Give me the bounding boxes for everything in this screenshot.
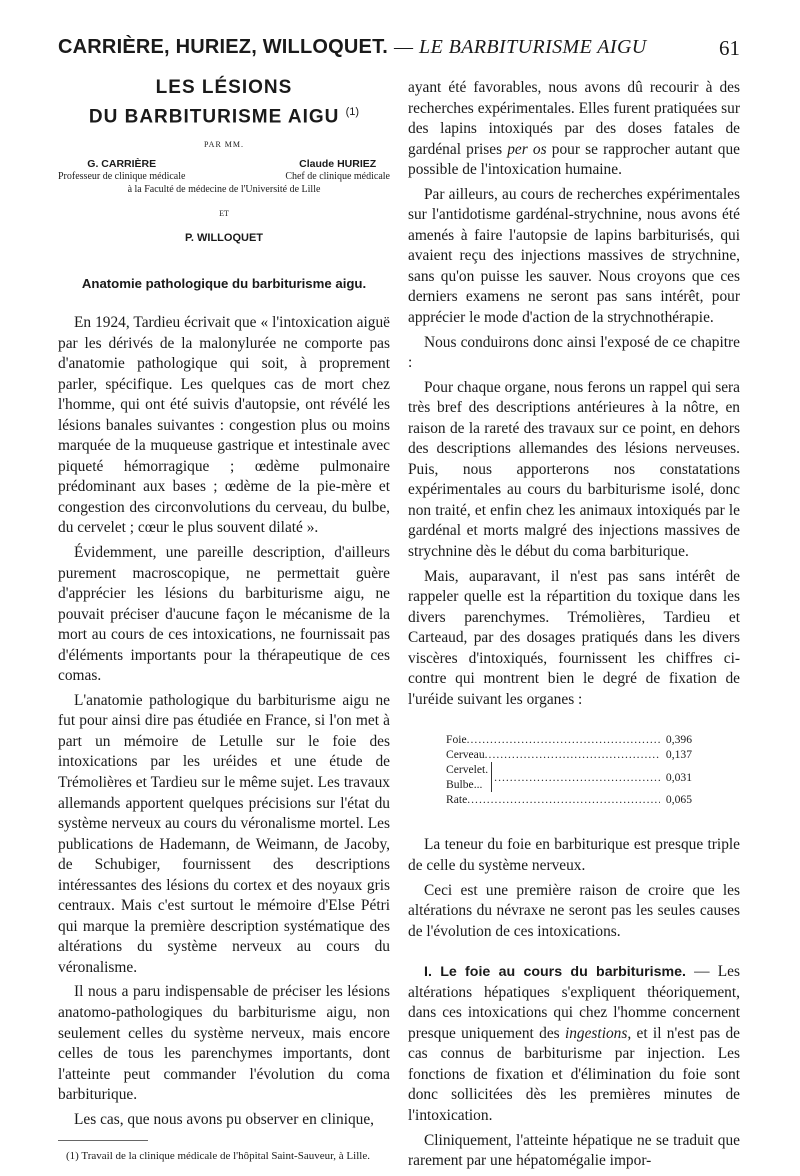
table-row-group: [446, 762, 692, 792]
section-heading: Anatomie pathologique du barbiturisme aigu.: [81, 275, 367, 291]
subsection-heading: I. Le foie au cours du barbiturisme.: [424, 964, 686, 981]
footnote: (1) Travail de la clinique médicale de l'hôpital Saint-Sauveur, à Lille.: [66, 1150, 370, 1163]
organ-value: 0,031: [665, 770, 692, 784]
organ-value: 0,137: [665, 748, 692, 762]
organ-value: 0,396: [665, 733, 692, 747]
leader-dots: [485, 747, 660, 762]
right-column: [408, 78, 740, 1176]
page-number: 61: [719, 36, 740, 60]
left-column: [58, 76, 390, 1164]
organ-label: Bulbe...: [446, 778, 483, 792]
authors-row: [58, 158, 390, 183]
leader-dots: [467, 732, 660, 747]
paragraph: Il nous a paru indispensable de préciser les lésions anatomo-pathologiques du barbiturisme aigu, non seulement celles du système nerveux, mais encore celles de tous les parenchymes importants, dont l'atteinte peut commander l'évolution du coma barbiturique.: [58, 983, 390, 1104]
affiliation: à la Faculté de médecine de l'Université de Lille: [127, 183, 321, 195]
running-header-title: LE BARBITURISME AIGU: [419, 36, 647, 58]
article-title-line-1: LES LÉSIONS: [155, 77, 293, 98]
leader-dots: [467, 792, 660, 807]
par-mm: PAR MM.: [203, 140, 245, 150]
leader-dots: [494, 770, 660, 785]
paragraph: Ceci est une première raison de croire que les altérations du névraxe ne seront pas les seules causes de l'évolution de ces intoxications.: [408, 881, 740, 940]
italic-term: per os: [507, 140, 547, 158]
footnote-ref: (1): [345, 106, 360, 118]
paragraph: [408, 962, 740, 1126]
article-title-line-2: DU BARBITURISME AIGU: [88, 106, 340, 128]
article-title: [58, 76, 390, 129]
organ-value: 0,065: [665, 793, 692, 807]
paragraph: La teneur du foie en barbiturique est presque triple de celle du système nerveux.: [408, 836, 740, 874]
organ-label: Cervelet.: [446, 763, 489, 777]
paragraph: L'anatomie pathologique du barbiturisme aigu ne fut pour ainsi dire pas étudiée en France, si l'on met à part un mémoire de Letulle sur le foie des intoxications par les uréides et une étude de Trémolières et Tardieu sur le même sujet. Les travaux allemands apportent quelques précisions sur l'état du système nerveux au cours du véronalisme mortel. Les publications de Hademann, de Weimann, de Jacoby, de Schubiger, fournissent des descriptions intéressantes des lésions du cortex et des noyaux gris centraux. Mais c'est surtout le mémoire d'Else Pétri qui marque la première description systématique des altérations du système nerveux au cours du véronalisme.: [58, 691, 390, 976]
paragraph: Cliniquement, l'atteinte hépatique ne se traduit que rarement par une hépatomégalie impor-: [408, 1131, 740, 1170]
running-header-dash: —: [394, 37, 414, 58]
paragraph-text: pour se rapprocher autant que possible de l'intoxication humaine.: [408, 140, 740, 179]
table-row: [446, 792, 692, 807]
organ-label: Foie: [446, 733, 467, 747]
paragraph: Les cas, que nous avons pu observer en clinique,: [74, 1110, 375, 1128]
author-carriere: [58, 158, 185, 183]
table-row: [446, 747, 692, 762]
author-name: Claude HURIEZ: [299, 157, 377, 170]
paragraph: Mais, auparavant, il n'est pas sans intérêt de rappeler quelle est la répartition du toxique dans les divers parenchymes. Trémolières, Tardieu et Carteaud, par des dosages pratiqués dans les divers viscères d'intoxiqués, fournissent les chiffres ci-contre qui montrent bien le degré de fixation de l'uréide suivant les organes :: [408, 567, 740, 708]
heading-dash: —: [685, 963, 718, 981]
paragraph: Par ailleurs, au cours de recherches expérimentales sur l'antidotisme gardénal-strychnine, nous avons été amenés à faire l'autopsie de lapins barbiturisés, qui avaient reçu des injections massives de strychnine, sans qu'on puisse les sauver. Nous croyons que ces derniers examens ne seront pas sans intérêt, pour apprécier le mode d'action de la strychnothérapie.: [408, 185, 740, 327]
bracketed-labels: [446, 762, 492, 792]
author-huriez: [285, 158, 390, 183]
et-separator: ET: [219, 208, 229, 218]
organ-label: Rate: [446, 793, 468, 807]
paragraph: Évidemment, une pareille description, d'ailleurs purement macroscopique, ne permettait guère d'apprécier les lésions du barbiturisme aigu, ne pouvait préciser d'aucune façon le mécanisme de la mort au cours de ces intoxications, ne fournissait pas d'éléments importants pour la thérapeutique de ces comas.: [58, 543, 390, 685]
organ-values-table: [446, 732, 692, 807]
paragraph: Nous conduirons donc ainsi l'exposé de ce chapitre :: [408, 333, 740, 372]
paragraph: Pour chaque organe, nous ferons un rappel qui sera très bref des descriptions antérieures à la nôtre, en raison de la rareté des travaux sur ce point, en dehors des descriptions allemandes des lésions nerveuses. Puis, nous apporterons nos constatations expérimentales au cours du barbiturisme isolé, donc non traité, et enfin chez les animaux intoxiqués par le gardénal et morts malgré des injections massives de strychnine dès le début du coma barbiturique.: [408, 378, 740, 561]
author-role: Chef de clinique médicale: [285, 170, 390, 182]
organ-label: Cerveau: [446, 748, 485, 762]
footnote-divider: [58, 1140, 148, 1141]
author-name: G. CARRIÈRE: [87, 157, 157, 170]
paragraph-text: Les altérations hépatiques s'expliquent théoriquement, dans ces intoxications qui chez l'homme concernent presque uniquement des: [408, 963, 740, 1042]
author-willoquet: P. WILLOQUET: [184, 232, 264, 245]
paragraph-text: et il n'est pas de cas connus de barbiturisme par injection. Les fonctions de fixation et d'élimination du foie sont donc sollicitées dès les premières minutes de l'intoxication.: [408, 1024, 740, 1124]
italic-term: ingestions,: [564, 1024, 632, 1042]
paragraph: En 1924, Tardieu écrivait que « l'intoxication aiguë par les dérivés de la malonylurée ne comporte pas d'anatomie pathologique qui soit, à proprement parler, spécifique. Les quelques cas de mort chez l'homme, qui ont été suivis d'autopsie, ont révélé les lésions banales suivantes : congestion plus ou moins marquée de la muqueuse gastrique et intestinale avec piqueté hémorragique ; œdème pulmonaire prédominant aux bases ; œdème de la pie-mère et congestion des circonvolutions du cerveau, du bulbe, du cervelet ; cœur le plus souvent dilaté ».: [58, 313, 390, 537]
author-role: Professeur de clinique médicale: [58, 170, 186, 182]
table-row: [446, 732, 692, 747]
paragraph-text: ayant été favorables, nous avons dû recourir à des recherches expérimentales. Elles furent pratiquées sur des lapins intoxiqués par des doses fatales de gardénal prises: [408, 79, 740, 158]
running-header-authors: CARRIÈRE, HURIEZ, WILLOQUET.: [58, 36, 389, 58]
paragraph: [408, 78, 740, 181]
running-header: [58, 36, 740, 66]
